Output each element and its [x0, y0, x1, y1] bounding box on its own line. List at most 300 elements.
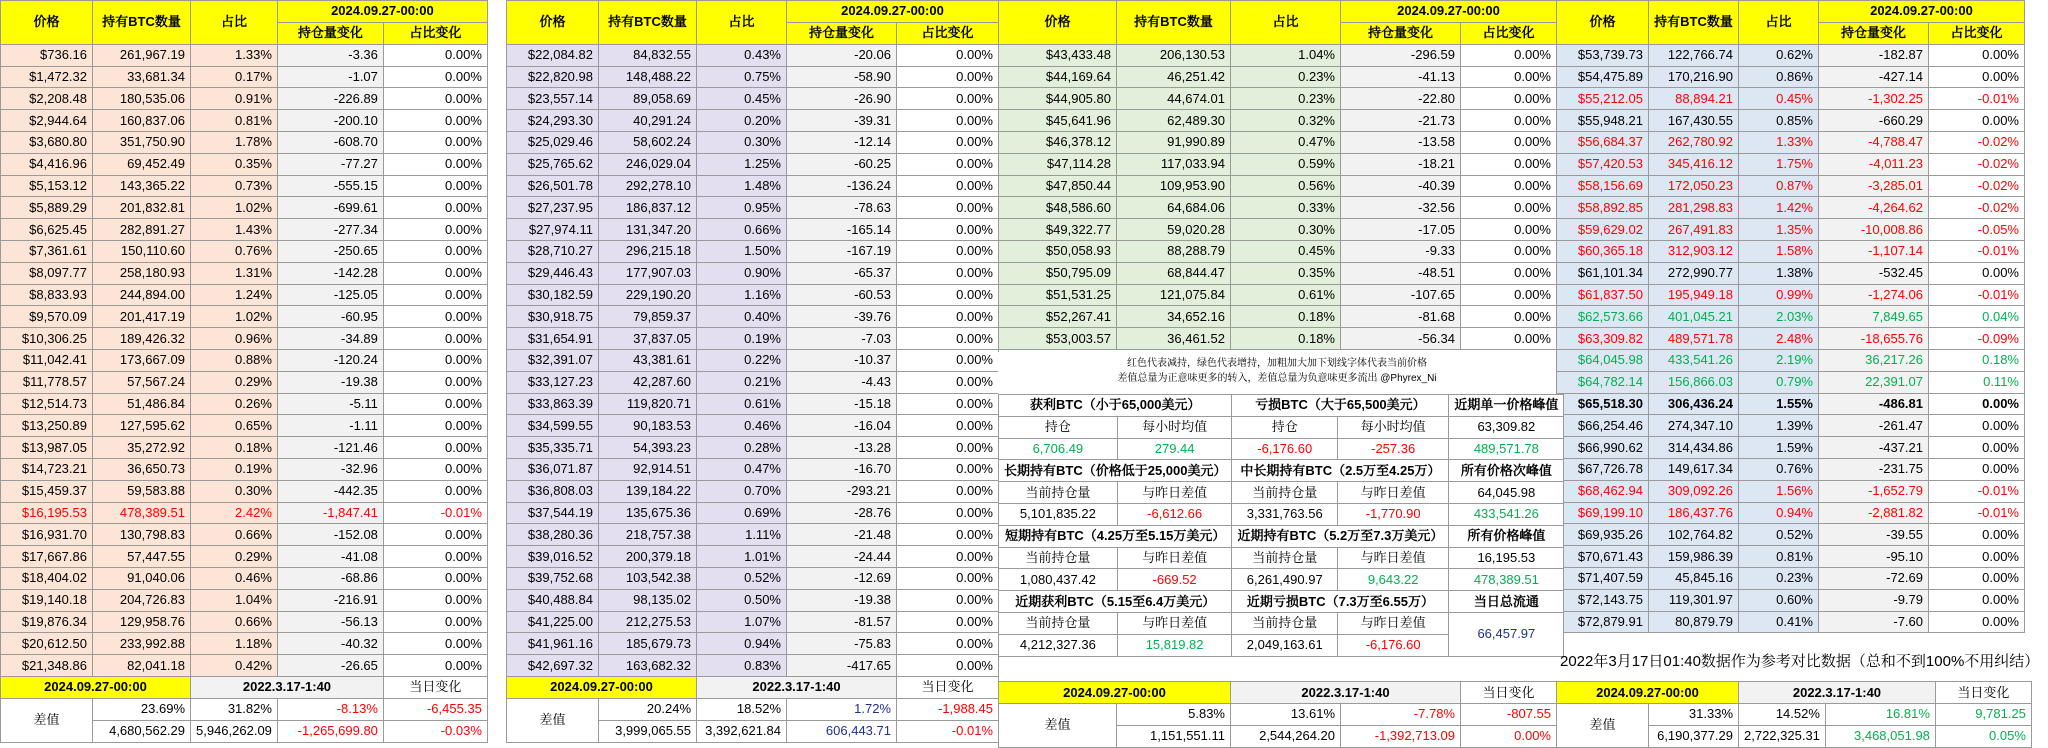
- ratio-change-cell: 0.00%: [1461, 197, 1557, 219]
- ratio-cell: 1.18%: [191, 633, 278, 655]
- panel-4-footer: [1556, 681, 2032, 748]
- legend-note-line2: 差值总量为正意味更多的转入，差值总量为负意味更多流出 @Phyrex_Ni: [1117, 373, 1437, 384]
- table-row: [999, 262, 1557, 284]
- ratio-cell: 0.23%: [1231, 66, 1341, 88]
- btc-qty-cell: 172,050.23: [1649, 175, 1739, 197]
- summary-header: 亏损BTC（大于65,500美元）: [1232, 395, 1449, 417]
- table-row: [1557, 524, 2025, 546]
- pos-change-cell: -4,788.47: [1819, 131, 1929, 153]
- btc-qty-cell: 433,541.26: [1649, 349, 1739, 371]
- ratio-change-cell: 0.00%: [1461, 328, 1557, 350]
- btc-qty-cell: 82,041.18: [93, 655, 191, 677]
- price-cell: $72,879.91: [1557, 611, 1649, 633]
- ratio-change-cell: 0.00%: [897, 633, 999, 655]
- table-row: [507, 240, 999, 262]
- table-row: [507, 393, 999, 415]
- ratio-change-cell: -0.01%: [383, 502, 487, 524]
- footer-value: 2,544,264.20: [1231, 725, 1341, 747]
- ratio-change-cell: 0.00%: [1929, 567, 2025, 589]
- ratio-cell: 1.48%: [697, 175, 787, 197]
- pos-change-cell: -95.10: [1819, 546, 1929, 568]
- ratio-change-cell: 0.00%: [897, 219, 999, 241]
- summary-cell: 当前持仓量: [999, 612, 1118, 634]
- footer-value: 606,443.71: [787, 720, 897, 742]
- footer-row: [1, 676, 488, 698]
- pos-change-cell: -125.05: [277, 284, 383, 306]
- ratio-change-cell: 0.00%: [897, 110, 999, 132]
- price-cell: $33,863.39: [507, 393, 599, 415]
- ratio-cell: 0.56%: [1231, 175, 1341, 197]
- summary-header: 所有价格次峰值: [1449, 460, 1564, 482]
- ratio-change-cell: 0.00%: [897, 197, 999, 219]
- price-cell: $36,808.03: [507, 480, 599, 502]
- footer-date-current: 2024.09.27-00:00: [999, 682, 1231, 704]
- header-ratio-change: 占比变化: [1929, 22, 2025, 44]
- btc-qty-cell: 267,491.83: [1649, 219, 1739, 241]
- table-row: [1, 88, 488, 110]
- ratio-change-cell: 0.00%: [897, 306, 999, 328]
- price-cell: $46,378.12: [999, 131, 1117, 153]
- header-ratio: 占比: [697, 1, 787, 45]
- price-cell: $33,127.23: [507, 371, 599, 393]
- table-row: [1557, 349, 2025, 371]
- btc-qty-cell: 351,750.90: [93, 131, 191, 153]
- btc-qty-cell: 177,907.03: [599, 262, 697, 284]
- table-row: [507, 44, 999, 66]
- pos-change-cell: -72.69: [1819, 567, 1929, 589]
- footer-value: -1,988.45: [897, 698, 999, 720]
- pos-change-cell: 22,391.07: [1819, 371, 1929, 393]
- btc-qty-cell: 43,381.61: [599, 349, 697, 371]
- ratio-cell: 0.18%: [191, 437, 278, 459]
- ratio-cell: 1.31%: [191, 262, 278, 284]
- btc-qty-cell: 345,416.12: [1649, 153, 1739, 175]
- ratio-cell: 0.19%: [697, 328, 787, 350]
- table-row: [507, 480, 999, 502]
- summary-row: [999, 438, 1564, 460]
- table-row: [507, 88, 999, 110]
- pos-change-cell: -81.57: [787, 611, 897, 633]
- ratio-cell: 0.23%: [1739, 567, 1819, 589]
- ratio-change-cell: 0.00%: [1461, 240, 1557, 262]
- summary-row: [999, 460, 1564, 482]
- pos-change-cell: -1,302.25: [1819, 88, 1929, 110]
- summary-cell: 当前持仓量: [999, 547, 1118, 569]
- price-cell: $1,472.32: [1, 66, 93, 88]
- summary-header: 近期持有BTC（5.2万至7.3万美元）: [1232, 525, 1449, 547]
- price-cell: $4,416.96: [1, 153, 93, 175]
- table-row: [999, 88, 1557, 110]
- pos-change-cell: -226.89: [277, 88, 383, 110]
- price-cell: $24,293.30: [507, 110, 599, 132]
- price-cell: $47,850.44: [999, 175, 1117, 197]
- price-cell: $47,114.28: [999, 153, 1117, 175]
- summary-cell: 63,309.82: [1449, 416, 1564, 438]
- btc-qty-cell: 204,726.83: [93, 589, 191, 611]
- header-btc-qty: 持有BTC数量: [1117, 1, 1231, 45]
- table-row: [1557, 437, 2025, 459]
- table-row: [507, 153, 999, 175]
- ratio-cell: 0.46%: [191, 567, 278, 589]
- btc-qty-cell: 40,291.24: [599, 110, 697, 132]
- price-cell: $30,182.59: [507, 284, 599, 306]
- ratio-change-cell: -0.02%: [1929, 131, 2025, 153]
- summary-cell: 与昨日差值: [1117, 612, 1232, 634]
- header-price: 价格: [507, 1, 599, 45]
- header-btc-qty: 持有BTC数量: [1649, 1, 1739, 45]
- summary-cell: 15,819.82: [1117, 634, 1232, 656]
- pos-change-cell: -40.32: [277, 633, 383, 655]
- pos-change-cell: -555.15: [277, 175, 383, 197]
- ratio-cell: 1.02%: [191, 306, 278, 328]
- ratio-change-cell: 0.00%: [897, 546, 999, 568]
- pos-change-cell: -1.07: [277, 66, 383, 88]
- table-row: [1, 240, 488, 262]
- summary-row: [999, 416, 1564, 438]
- btc-qty-cell: 36,461.52: [1117, 328, 1231, 350]
- table-row: [1, 611, 488, 633]
- footer-diff-label: 差值: [1, 698, 93, 742]
- header-date: 2024.09.27-00:00: [1341, 1, 1557, 23]
- ratio-change-cell: 0.00%: [383, 88, 487, 110]
- summary-cell: 6,261,490.97: [1232, 569, 1337, 591]
- ratio-change-cell: 0.00%: [897, 328, 999, 350]
- btc-qty-cell: 309,092.26: [1649, 480, 1739, 502]
- pos-change-cell: -68.86: [277, 567, 383, 589]
- summary-cell: -257.36: [1337, 438, 1448, 460]
- ratio-cell: 0.47%: [1231, 131, 1341, 153]
- table-row: [1557, 371, 2025, 393]
- ratio-cell: 0.91%: [191, 88, 278, 110]
- table-row: [999, 44, 1557, 66]
- btc-qty-cell: 59,020.28: [1117, 219, 1231, 241]
- ratio-change-cell: 0.00%: [1461, 219, 1557, 241]
- summary-table: [998, 394, 1564, 657]
- pos-change-cell: 7,849.65: [1819, 306, 1929, 328]
- ratio-cell: 2.19%: [1739, 349, 1819, 371]
- ratio-change-cell: 0.00%: [1461, 175, 1557, 197]
- pos-change-cell: -41.08: [277, 546, 383, 568]
- table-row: [1557, 284, 2025, 306]
- btc-qty-cell: 130,798.83: [93, 524, 191, 546]
- header-ratio: 占比: [1231, 1, 1341, 45]
- summary-row: [999, 503, 1564, 525]
- pos-change-cell: -22.80: [1341, 88, 1461, 110]
- ratio-cell: 0.66%: [191, 524, 278, 546]
- ratio-change-cell: 0.00%: [383, 219, 487, 241]
- summary-cell: 9,643.22: [1337, 569, 1448, 591]
- pos-change-cell: -107.65: [1341, 284, 1461, 306]
- pos-change-cell: -20.06: [787, 44, 897, 66]
- pos-change-cell: -16.04: [787, 415, 897, 437]
- table-row: [999, 66, 1557, 88]
- footer-diff-label: 差值: [507, 698, 599, 742]
- btc-qty-cell: 261,967.19: [93, 44, 191, 66]
- header-ratio-change: 占比变化: [1461, 22, 1557, 44]
- ratio-change-cell: 0.00%: [897, 66, 999, 88]
- btc-qty-cell: 91,990.89: [1117, 131, 1231, 153]
- ratio-change-cell: 0.00%: [383, 262, 487, 284]
- footer-date-current: 2024.09.27-00:00: [1557, 682, 1739, 704]
- price-cell: $58,156.69: [1557, 175, 1649, 197]
- summary-cell: 3,331,763.56: [1232, 503, 1337, 525]
- ratio-cell: 0.47%: [697, 458, 787, 480]
- table-row: [999, 219, 1557, 241]
- ratio-cell: 0.18%: [1231, 306, 1341, 328]
- ratio-change-cell: 0.00%: [383, 349, 487, 371]
- summary-cell: 489,571.78: [1449, 438, 1564, 460]
- pos-change-cell: -1,107.14: [1819, 240, 1929, 262]
- btc-qty-cell: 51,486.84: [93, 393, 191, 415]
- ratio-cell: 1.11%: [697, 524, 787, 546]
- table-row: [999, 306, 1557, 328]
- summary-cell: 5,101,835.22: [999, 503, 1118, 525]
- summary-cell: 每小时均值: [1117, 416, 1232, 438]
- panel-1: [0, 0, 488, 743]
- pos-change-cell: -17.05: [1341, 219, 1461, 241]
- price-cell: $72,143.75: [1557, 589, 1649, 611]
- pos-change-cell: -427.14: [1819, 66, 1929, 88]
- ratio-change-cell: 0.00%: [897, 415, 999, 437]
- pos-change-cell: -56.34: [1341, 328, 1461, 350]
- price-cell: $64,045.98: [1557, 349, 1649, 371]
- price-cell: $12,514.73: [1, 393, 93, 415]
- btc-qty-cell: 109,953.90: [1117, 175, 1231, 197]
- pos-change-cell: -60.95: [277, 306, 383, 328]
- price-cell: $58,892.85: [1557, 197, 1649, 219]
- ratio-change-cell: 0.00%: [383, 524, 487, 546]
- footer-row: [507, 676, 999, 698]
- pos-change-cell: -142.28: [277, 262, 383, 284]
- price-cell: $69,199.10: [1557, 502, 1649, 524]
- footer-value: 0.05%: [1935, 725, 2031, 747]
- ratio-cell: 0.94%: [697, 633, 787, 655]
- table-row: [507, 110, 999, 132]
- pos-change-cell: -165.14: [787, 219, 897, 241]
- pos-change-cell: -296.59: [1341, 44, 1461, 66]
- pos-change-cell: -48.51: [1341, 262, 1461, 284]
- table-row: [1, 175, 488, 197]
- pos-change-cell: -12.69: [787, 567, 897, 589]
- table-row: [507, 306, 999, 328]
- price-cell: $14,723.21: [1, 458, 93, 480]
- footer-row: [999, 682, 1557, 704]
- ratio-change-cell: 0.00%: [1929, 589, 2025, 611]
- price-cell: $11,778.57: [1, 371, 93, 393]
- ratio-cell: 0.40%: [697, 306, 787, 328]
- btc-qty-cell: 69,452.49: [93, 153, 191, 175]
- btc-qty-cell: 156,866.03: [1649, 371, 1739, 393]
- ratio-cell: 0.83%: [697, 655, 787, 677]
- price-cell: $20,612.50: [1, 633, 93, 655]
- footer-value: 23.69%: [93, 698, 191, 720]
- pos-change-cell: -231.75: [1819, 458, 1929, 480]
- price-cell: $13,250.89: [1, 415, 93, 437]
- ratio-change-cell: 0.00%: [897, 458, 999, 480]
- btc-qty-cell: 127,595.62: [93, 415, 191, 437]
- footer-value: -0.01%: [897, 720, 999, 742]
- footer-value: 6,190,377.29: [1649, 725, 1739, 747]
- btc-qty-cell: 45,845.16: [1649, 567, 1739, 589]
- ratio-change-cell: 0.00%: [897, 589, 999, 611]
- ratio-cell: 0.59%: [1231, 153, 1341, 175]
- ratio-change-cell: 0.00%: [383, 44, 487, 66]
- footer-date-reference: 2022.3.17-1:40: [191, 676, 384, 698]
- ratio-change-cell: 0.00%: [383, 240, 487, 262]
- pos-change-cell: -216.91: [277, 589, 383, 611]
- ratio-change-cell: 0.00%: [383, 110, 487, 132]
- summary-header: 近期亏损BTC（7.3万至6.55万）: [1232, 591, 1449, 613]
- ratio-cell: 0.70%: [697, 480, 787, 502]
- table-row: [1557, 153, 2025, 175]
- table-row: [1, 480, 488, 502]
- ratio-cell: 0.60%: [1739, 589, 1819, 611]
- btc-qty-cell: 212,275.53: [599, 611, 697, 633]
- ratio-cell: 0.76%: [191, 240, 278, 262]
- price-cell: $49,322.77: [999, 219, 1117, 241]
- price-cell: $65,518.30: [1557, 393, 1649, 415]
- pos-change-cell: -21.73: [1341, 110, 1461, 132]
- summary-header: 中长期持有BTC（2.5万至4.25万）: [1232, 460, 1449, 482]
- btc-qty-cell: 258,180.93: [93, 262, 191, 284]
- ratio-change-cell: 0.00%: [1929, 437, 2025, 459]
- table-row: [507, 175, 999, 197]
- ratio-cell: 0.30%: [1231, 219, 1341, 241]
- btc-qty-cell: 160,837.06: [93, 110, 191, 132]
- price-cell: $59,629.02: [1557, 219, 1649, 241]
- price-cell: $27,974.11: [507, 219, 599, 241]
- ratio-cell: 0.35%: [1231, 262, 1341, 284]
- summary-header: 短期持有BTC（4.25万至5.15万美元）: [999, 525, 1232, 547]
- pos-change-cell: -16.70: [787, 458, 897, 480]
- pos-change-cell: -60.53: [787, 284, 897, 306]
- btc-qty-cell: 119,301.97: [1649, 589, 1739, 611]
- table-row: [1, 371, 488, 393]
- ratio-change-cell: 0.00%: [897, 284, 999, 306]
- ratio-cell: 0.66%: [191, 611, 278, 633]
- ratio-cell: 1.25%: [697, 153, 787, 175]
- ratio-change-cell: -0.01%: [1929, 480, 2025, 502]
- btc-qty-cell: 201,417.19: [93, 306, 191, 328]
- price-cell: $45,641.96: [999, 110, 1117, 132]
- table-row: [507, 328, 999, 350]
- btc-qty-cell: 489,571.78: [1649, 328, 1739, 350]
- summary-header: 近期单一价格峰值: [1449, 395, 1564, 417]
- footer-value: 31.82%: [191, 698, 278, 720]
- price-cell: $36,071.87: [507, 458, 599, 480]
- summary-cell: 2,049,163.61: [1232, 634, 1337, 656]
- table-row: [1, 524, 488, 546]
- ratio-change-cell: 0.00%: [383, 131, 487, 153]
- summary-header: 所有价格峰值: [1449, 525, 1564, 547]
- ratio-change-cell: 0.00%: [1461, 66, 1557, 88]
- ratio-change-cell: 0.00%: [897, 502, 999, 524]
- header-pos-change: 持仓量变化: [277, 22, 383, 44]
- table-row: [1557, 175, 2025, 197]
- table-row: [507, 437, 999, 459]
- ratio-change-cell: 0.00%: [383, 415, 487, 437]
- price-cell: $53,739.73: [1557, 44, 1649, 66]
- pos-change-cell: -60.25: [787, 153, 897, 175]
- panel-2: [506, 0, 999, 743]
- ratio-cell: 0.61%: [1231, 284, 1341, 306]
- summary-cell: -669.52: [1117, 569, 1232, 591]
- footer-diff-label: 差值: [1557, 704, 1649, 748]
- ratio-change-cell: 0.00%: [383, 633, 487, 655]
- table-row: [1, 393, 488, 415]
- footer-value: 3,999,065.55: [599, 720, 697, 742]
- price-cell: $11,042.41: [1, 349, 93, 371]
- footer-value: -1,265,699.80: [277, 720, 383, 742]
- ratio-change-cell: -0.02%: [1929, 197, 2025, 219]
- btc-qty-cell: 42,287.60: [599, 371, 697, 393]
- pos-change-cell: -32.56: [1341, 197, 1461, 219]
- summary-cell: 与昨日差值: [1117, 547, 1232, 569]
- pos-change-cell: -699.61: [277, 197, 383, 219]
- ratio-change-cell: 0.00%: [383, 306, 487, 328]
- btc-qty-cell: 200,379.18: [599, 546, 697, 568]
- table-row: [1557, 328, 2025, 350]
- btc-qty-cell: 64,684.06: [1117, 197, 1231, 219]
- price-cell: $34,599.55: [507, 415, 599, 437]
- summary-row: [999, 591, 1564, 613]
- table-row: [1, 153, 488, 175]
- summary-cell: 当前持仓量: [1232, 612, 1337, 634]
- table-row: [1, 349, 488, 371]
- ratio-cell: 0.66%: [697, 219, 787, 241]
- ratio-cell: 0.75%: [697, 66, 787, 88]
- summary-cell: 64,045.98: [1449, 482, 1564, 504]
- price-cell: $35,335.71: [507, 437, 599, 459]
- pos-change-cell: -250.65: [277, 240, 383, 262]
- table-row: [507, 546, 999, 568]
- summary-header: 近期获利BTC（5.15至6.4万美元）: [999, 591, 1232, 613]
- pos-change-cell: -65.37: [787, 262, 897, 284]
- pos-change-cell: -121.46: [277, 437, 383, 459]
- btc-qty-cell: 218,757.38: [599, 524, 697, 546]
- footer-value: 5.83%: [1117, 704, 1231, 726]
- pos-change-cell: -7.03: [787, 328, 897, 350]
- table-row: [1, 284, 488, 306]
- price-cell: $13,987.05: [1, 437, 93, 459]
- ratio-cell: 1.42%: [1739, 197, 1819, 219]
- table-row: [1557, 611, 2025, 633]
- header-date: 2024.09.27-00:00: [277, 1, 487, 23]
- price-cell: $30,918.75: [507, 306, 599, 328]
- summary-cell: 433,541.26: [1449, 503, 1564, 525]
- price-cell: $8,833.93: [1, 284, 93, 306]
- footer-value: 0.00%: [1461, 725, 1557, 747]
- ratio-change-cell: -0.01%: [1929, 502, 2025, 524]
- table-row: [507, 197, 999, 219]
- ratio-cell: 1.39%: [1739, 415, 1819, 437]
- footer-value: 31.33%: [1649, 704, 1739, 726]
- table-row: [507, 262, 999, 284]
- pos-change-cell: -10.37: [787, 349, 897, 371]
- ratio-cell: 0.65%: [191, 415, 278, 437]
- pos-change-cell: -26.90: [787, 88, 897, 110]
- header-ratio: 占比: [1739, 1, 1819, 45]
- btc-qty-cell: 274,347.10: [1649, 415, 1739, 437]
- btc-qty-cell: 148,488.22: [599, 66, 697, 88]
- price-cell: $25,029.46: [507, 131, 599, 153]
- table-row: [1, 262, 488, 284]
- table-row: [999, 110, 1557, 132]
- header-price: 价格: [1557, 1, 1649, 45]
- ratio-cell: 1.16%: [697, 284, 787, 306]
- btc-qty-cell: 159,986.39: [1649, 546, 1739, 568]
- ratio-cell: 0.29%: [191, 546, 278, 568]
